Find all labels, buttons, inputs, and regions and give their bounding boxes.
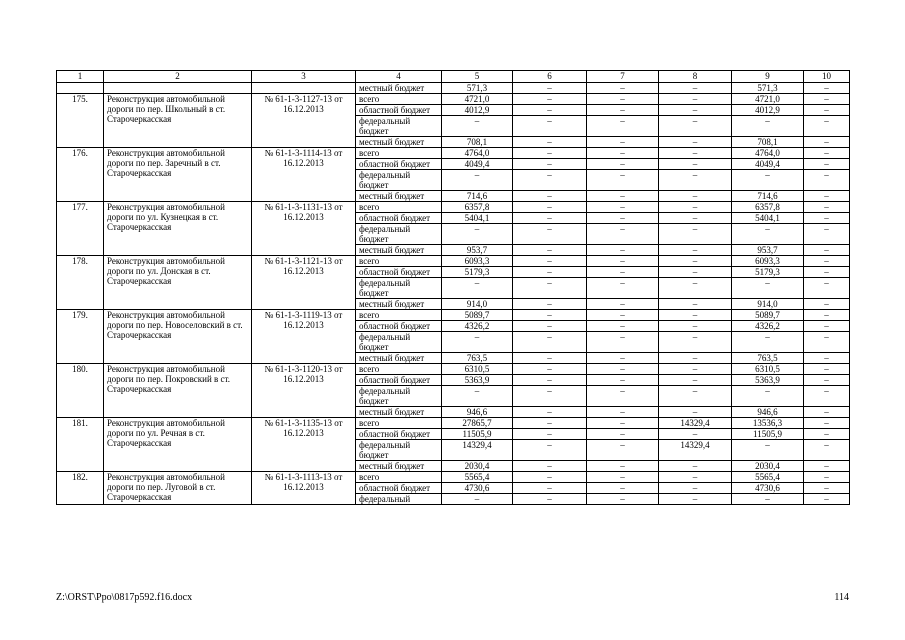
amount-cell: –	[804, 494, 850, 505]
amount-cell: –	[513, 116, 587, 137]
amount-cell: –	[659, 278, 732, 299]
column-header: 4	[356, 71, 442, 83]
amount-cell: –	[804, 170, 850, 191]
funding-source: федеральный бюджет	[356, 116, 442, 137]
amount-cell: –	[513, 461, 587, 472]
funding-source: областной бюджет	[356, 267, 442, 278]
amount-cell: –	[513, 224, 587, 245]
funding-source: всего	[356, 364, 442, 375]
amount-cell: –	[587, 494, 659, 505]
funding-source: местный бюджет	[356, 407, 442, 418]
funding-source: местный бюджет	[356, 137, 442, 148]
amount-cell: –	[587, 461, 659, 472]
amount-cell: 5179,3	[442, 267, 513, 278]
amount-cell: –	[659, 256, 732, 267]
table-cell: –	[513, 83, 587, 94]
amount-cell: 914,0	[732, 299, 804, 310]
amount-cell: –	[587, 418, 659, 429]
amount-cell: 14329,4	[442, 440, 513, 461]
amount-cell: –	[442, 386, 513, 407]
amount-cell: 11505,9	[732, 429, 804, 440]
amount-cell: –	[804, 332, 850, 353]
amount-cell: –	[587, 386, 659, 407]
amount-cell: –	[513, 267, 587, 278]
amount-cell: –	[513, 310, 587, 321]
amount-cell: –	[513, 137, 587, 148]
amount-cell: 6310,5	[442, 364, 513, 375]
table-cell	[57, 83, 104, 94]
object-name: Реконструкция автомобильной дороги по пер. Новоселовский в ст. Старочеркасская	[104, 310, 252, 364]
table-body	[57, 71, 850, 505]
amount-cell: –	[513, 191, 587, 202]
amount-cell: –	[659, 213, 732, 224]
amount-cell: –	[513, 94, 587, 105]
amount-cell: –	[587, 202, 659, 213]
amount-cell: 11505,9	[442, 429, 513, 440]
amount-cell: –	[513, 440, 587, 461]
funding-source: областной бюджет	[356, 375, 442, 386]
amount-cell: –	[659, 407, 732, 418]
amount-cell: –	[587, 321, 659, 332]
funding-source: местный бюджет	[356, 299, 442, 310]
amount-cell: 946,6	[442, 407, 513, 418]
object-name: Реконструкция автомобильной дороги по пер. Покровский в ст. Старочеркасская	[104, 364, 252, 418]
amount-cell: –	[804, 483, 850, 494]
amount-cell: –	[804, 310, 850, 321]
amount-cell: 4326,2	[442, 321, 513, 332]
amount-cell: –	[732, 494, 804, 505]
funding-source: федеральный бюджет	[356, 278, 442, 299]
amount-cell: –	[513, 148, 587, 159]
amount-cell: 5404,1	[442, 213, 513, 224]
amount-cell: 4012,9	[732, 105, 804, 116]
amount-cell: –	[804, 137, 850, 148]
row-number: 179.	[57, 310, 104, 364]
column-header: 2	[104, 71, 252, 83]
funding-source: федеральный бюджет	[356, 332, 442, 353]
amount-cell: –	[804, 353, 850, 364]
amount-cell: 4764,0	[732, 148, 804, 159]
amount-cell: 5089,7	[732, 310, 804, 321]
amount-cell: 714,6	[442, 191, 513, 202]
amount-cell: 4730,6	[732, 483, 804, 494]
amount-cell: –	[587, 278, 659, 299]
object-name: Реконструкция автомобильной дороги по ул. Донская в ст. Старочеркасская	[104, 256, 252, 310]
amount-cell: –	[513, 321, 587, 332]
amount-cell: –	[732, 278, 804, 299]
amount-cell: –	[659, 321, 732, 332]
amount-cell: –	[804, 321, 850, 332]
amount-cell: 5565,4	[442, 472, 513, 483]
amount-cell: 953,7	[442, 245, 513, 256]
amount-cell: 2030,4	[442, 461, 513, 472]
funding-source: областной бюджет	[356, 159, 442, 170]
document-number: № 61-1-3-1113-13 от 16.12.2013	[252, 472, 356, 505]
table-cell: –	[587, 83, 659, 94]
table-cell	[252, 83, 356, 94]
amount-cell: 14329,4	[659, 440, 732, 461]
amount-cell: –	[587, 353, 659, 364]
amount-cell: –	[587, 94, 659, 105]
amount-cell: –	[659, 202, 732, 213]
amount-cell: –	[804, 116, 850, 137]
amount-cell: –	[587, 310, 659, 321]
amount-cell: –	[587, 224, 659, 245]
amount-cell: –	[804, 472, 850, 483]
amount-cell: –	[513, 299, 587, 310]
document-number: № 61-1-3-1127-13 от 16.12.2013	[252, 94, 356, 148]
amount-cell: –	[732, 170, 804, 191]
funding-source: всего	[356, 94, 442, 105]
amount-cell: –	[659, 148, 732, 159]
amount-cell: –	[659, 429, 732, 440]
amount-cell: –	[804, 224, 850, 245]
amount-cell: –	[659, 386, 732, 407]
budget-table	[56, 70, 850, 505]
header-row	[57, 71, 850, 83]
amount-cell: –	[513, 213, 587, 224]
amount-cell: 4049,4	[732, 159, 804, 170]
amount-cell: 714,6	[732, 191, 804, 202]
amount-cell: –	[442, 116, 513, 137]
amount-cell: –	[804, 94, 850, 105]
amount-cell: –	[659, 94, 732, 105]
row-number: 178.	[57, 256, 104, 310]
amount-cell: 5363,9	[442, 375, 513, 386]
amount-cell: –	[804, 299, 850, 310]
amount-cell: –	[804, 148, 850, 159]
amount-cell: 4326,2	[732, 321, 804, 332]
amount-cell: –	[513, 375, 587, 386]
column-header: 7	[587, 71, 659, 83]
table-row	[57, 418, 850, 429]
amount-cell: –	[804, 245, 850, 256]
amount-cell: –	[804, 278, 850, 299]
table-row	[57, 364, 850, 375]
amount-cell: –	[587, 472, 659, 483]
document-number: № 61-1-3-1135-13 от 16.12.2013	[252, 418, 356, 472]
amount-cell: –	[659, 105, 732, 116]
table-row	[57, 256, 850, 267]
amount-cell: 4764,0	[442, 148, 513, 159]
amount-cell: –	[442, 170, 513, 191]
column-header: 1	[57, 71, 104, 83]
amount-cell: –	[587, 375, 659, 386]
table-row	[57, 310, 850, 321]
row-number: 182.	[57, 472, 104, 505]
amount-cell: –	[587, 332, 659, 353]
amount-cell: –	[587, 267, 659, 278]
amount-cell: 914,0	[442, 299, 513, 310]
amount-cell: –	[659, 137, 732, 148]
funding-source: местный бюджет	[356, 353, 442, 364]
amount-cell: –	[659, 353, 732, 364]
table-cell: –	[659, 83, 732, 94]
object-name: Реконструкция автомобильной дороги по пер. Школьный в ст. Старочеркасская	[104, 94, 252, 148]
object-name: Реконструкция автомобильной дороги по ул. Речная в ст. Старочеркасская	[104, 418, 252, 472]
amount-cell: 4721,0	[732, 94, 804, 105]
amount-cell: –	[513, 407, 587, 418]
funding-source: федеральный	[356, 494, 442, 505]
amount-cell: –	[513, 105, 587, 116]
document-number: № 61-1-3-1119-13 от 16.12.2013	[252, 310, 356, 364]
row-number: 180.	[57, 364, 104, 418]
amount-cell: –	[513, 418, 587, 429]
amount-cell: 708,1	[442, 137, 513, 148]
amount-cell: –	[513, 159, 587, 170]
funding-source: областной бюджет	[356, 429, 442, 440]
amount-cell: –	[804, 267, 850, 278]
amount-cell: –	[659, 224, 732, 245]
funding-source: всего	[356, 202, 442, 213]
table-cell: –	[804, 83, 850, 94]
amount-cell: –	[513, 278, 587, 299]
amount-cell: –	[659, 267, 732, 278]
amount-cell: –	[587, 148, 659, 159]
table-row	[57, 83, 850, 94]
amount-cell: 6357,8	[732, 202, 804, 213]
amount-cell: –	[804, 418, 850, 429]
amount-cell: –	[804, 191, 850, 202]
funding-source: местный бюджет	[356, 191, 442, 202]
amount-cell: –	[804, 256, 850, 267]
amount-cell: –	[732, 440, 804, 461]
row-number: 175.	[57, 94, 104, 148]
amount-cell: –	[659, 332, 732, 353]
amount-cell: –	[659, 245, 732, 256]
amount-cell: –	[804, 440, 850, 461]
amount-cell: 13536,3	[732, 418, 804, 429]
funding-source: федеральный бюджет	[356, 170, 442, 191]
amount-cell: 708,1	[732, 137, 804, 148]
funding-source: областной бюджет	[356, 213, 442, 224]
amount-cell: 4049,4	[442, 159, 513, 170]
funding-source: областной бюджет	[356, 321, 442, 332]
amount-cell: –	[659, 472, 732, 483]
amount-cell: –	[587, 440, 659, 461]
amount-cell: –	[804, 159, 850, 170]
footer-file-path: Z:\ORST\Ppo\0817p592.f16.docx	[56, 592, 193, 603]
amount-cell: –	[732, 224, 804, 245]
funding-source: федеральный бюджет	[356, 440, 442, 461]
amount-cell: 2030,4	[732, 461, 804, 472]
amount-cell: –	[659, 159, 732, 170]
funding-source: всего	[356, 148, 442, 159]
amount-cell: –	[587, 137, 659, 148]
amount-cell: –	[513, 364, 587, 375]
table-cell: 571,3	[442, 83, 513, 94]
amount-cell: –	[442, 278, 513, 299]
amount-cell: 4730,6	[442, 483, 513, 494]
amount-cell: –	[659, 375, 732, 386]
amount-cell: –	[732, 116, 804, 137]
amount-cell: 6093,3	[732, 256, 804, 267]
amount-cell: –	[587, 364, 659, 375]
amount-cell: 6093,3	[442, 256, 513, 267]
table-row	[57, 148, 850, 159]
amount-cell: 5363,9	[732, 375, 804, 386]
column-header: 10	[804, 71, 850, 83]
amount-cell: –	[804, 375, 850, 386]
document-number: № 61-1-3-1121-13 от 16.12.2013	[252, 256, 356, 310]
amount-cell: 4012,9	[442, 105, 513, 116]
amount-cell: –	[513, 353, 587, 364]
funding-source: федеральный бюджет	[356, 224, 442, 245]
amount-cell: –	[513, 332, 587, 353]
object-name: Реконструкция автомобильной дороги по пер. Заречный в ст. Старочеркасская	[104, 148, 252, 202]
amount-cell: –	[513, 202, 587, 213]
amount-cell: –	[587, 429, 659, 440]
amount-cell: –	[587, 245, 659, 256]
amount-cell: –	[659, 116, 732, 137]
amount-cell: –	[804, 386, 850, 407]
amount-cell: 4721,0	[442, 94, 513, 105]
amount-cell: 5404,1	[732, 213, 804, 224]
amount-cell: 953,7	[732, 245, 804, 256]
amount-cell: 5089,7	[442, 310, 513, 321]
amount-cell: 27865,7	[442, 418, 513, 429]
column-header: 8	[659, 71, 732, 83]
amount-cell: –	[804, 429, 850, 440]
amount-cell: –	[587, 213, 659, 224]
funding-source: всего	[356, 472, 442, 483]
amount-cell: –	[587, 159, 659, 170]
page-number: 114	[834, 592, 849, 603]
amount-cell: 5179,3	[732, 267, 804, 278]
object-name: Реконструкция автомобильной дороги по пер. Луговой в ст. Старочеркасская	[104, 472, 252, 505]
amount-cell: –	[513, 472, 587, 483]
funding-source: всего	[356, 418, 442, 429]
amount-cell: –	[804, 461, 850, 472]
amount-cell: –	[659, 461, 732, 472]
amount-cell: –	[659, 170, 732, 191]
amount-cell: –	[804, 213, 850, 224]
amount-cell: –	[513, 483, 587, 494]
amount-cell: –	[659, 483, 732, 494]
amount-cell: –	[442, 224, 513, 245]
row-number: 176.	[57, 148, 104, 202]
amount-cell: –	[587, 483, 659, 494]
amount-cell: –	[804, 105, 850, 116]
column-header: 5	[442, 71, 513, 83]
amount-cell: 763,5	[442, 353, 513, 364]
row-number: 181.	[57, 418, 104, 472]
amount-cell: –	[804, 364, 850, 375]
table-row	[57, 472, 850, 483]
object-name: Реконструкция автомобильной дороги по ул. Кузнецкая в ст. Старочеркасская	[104, 202, 252, 256]
amount-cell: –	[513, 429, 587, 440]
table-cell: 571,3	[732, 83, 804, 94]
table-cell	[104, 83, 252, 94]
funding-source: местный бюджет	[356, 461, 442, 472]
amount-cell: –	[587, 407, 659, 418]
amount-cell: –	[659, 310, 732, 321]
amount-cell: –	[587, 191, 659, 202]
amount-cell: –	[513, 494, 587, 505]
amount-cell: –	[442, 332, 513, 353]
document-number: № 61-1-3-1131-13 от 16.12.2013	[252, 202, 356, 256]
amount-cell: –	[513, 386, 587, 407]
column-header: 6	[513, 71, 587, 83]
funding-source: федеральный бюджет	[356, 386, 442, 407]
table-cell: местный бюджет	[356, 83, 442, 94]
amount-cell: 6357,8	[442, 202, 513, 213]
amount-cell: –	[659, 494, 732, 505]
funding-source: местный бюджет	[356, 245, 442, 256]
amount-cell: –	[659, 191, 732, 202]
funding-source: областной бюджет	[356, 483, 442, 494]
amount-cell: –	[804, 407, 850, 418]
amount-cell: 5565,4	[732, 472, 804, 483]
funding-source: всего	[356, 310, 442, 321]
amount-cell: –	[659, 299, 732, 310]
column-header: 3	[252, 71, 356, 83]
amount-cell: –	[659, 364, 732, 375]
table-row	[57, 202, 850, 213]
column-header: 9	[732, 71, 804, 83]
table-row	[57, 94, 850, 105]
amount-cell: 14329,4	[659, 418, 732, 429]
document-number: № 61-1-3-1114-13 от 16.12.2013	[252, 148, 356, 202]
amount-cell: –	[732, 332, 804, 353]
amount-cell: –	[587, 105, 659, 116]
row-number: 177.	[57, 202, 104, 256]
amount-cell: –	[513, 256, 587, 267]
amount-cell: –	[732, 386, 804, 407]
amount-cell: –	[442, 494, 513, 505]
document-number: № 61-1-3-1120-13 от 16.12.2013	[252, 364, 356, 418]
amount-cell: –	[587, 299, 659, 310]
amount-cell: 763,5	[732, 353, 804, 364]
amount-cell: –	[513, 245, 587, 256]
amount-cell: –	[587, 170, 659, 191]
amount-cell: –	[587, 116, 659, 137]
amount-cell: 946,6	[732, 407, 804, 418]
funding-source: областной бюджет	[356, 105, 442, 116]
amount-cell: –	[513, 170, 587, 191]
amount-cell: 6310,5	[732, 364, 804, 375]
funding-source: всего	[356, 256, 442, 267]
amount-cell: –	[804, 202, 850, 213]
amount-cell: –	[587, 256, 659, 267]
